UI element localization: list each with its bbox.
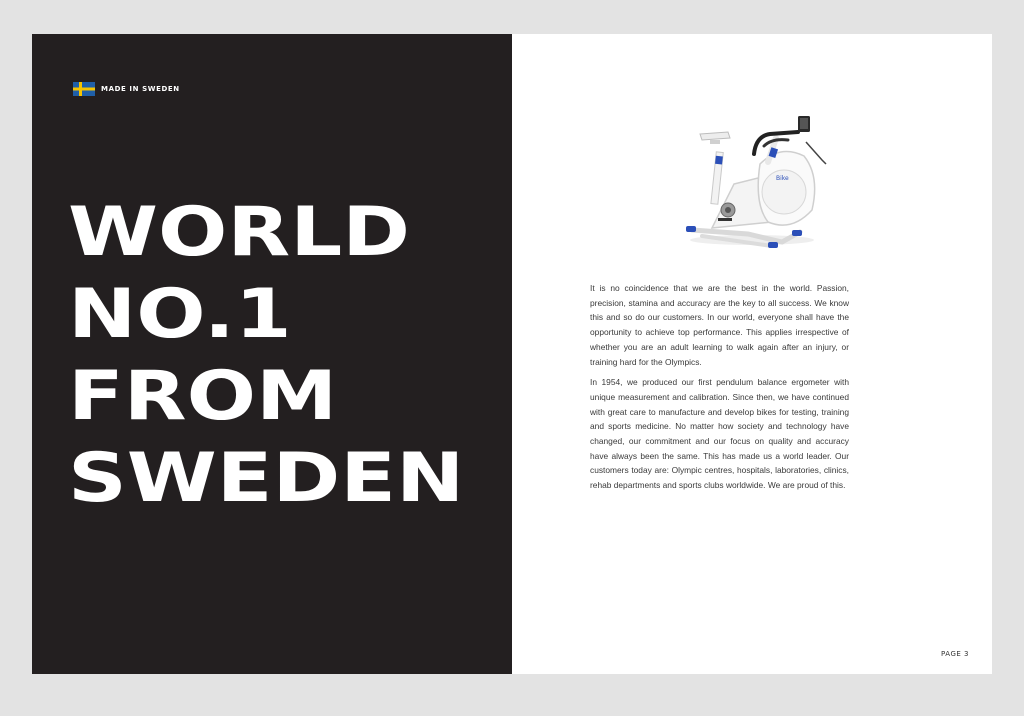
headline-line-1: WORLD	[68, 193, 410, 272]
headline-line-4: SWEDEN	[68, 439, 465, 518]
headline-line-2: NO.1	[68, 275, 292, 354]
exercise-bike-image	[672, 114, 832, 254]
left-page	[32, 34, 512, 674]
svg-text:Bike: Bike	[776, 175, 789, 182]
headline	[68, 192, 584, 520]
badge-text: MADE IN SWEDEN	[101, 85, 180, 93]
made-in-sweden-badge	[73, 82, 180, 96]
page-number: PAGE 3	[941, 650, 969, 658]
sweden-flag-icon	[73, 82, 95, 96]
paragraph-1: It is no coincidence that we are the best in the world. Passion, precision, stamina and accuracy are the key to all success. We know this and so do our customers. In our world, everyone shall have the opportunity to achieve top performance. This applies irrespective of whether you are an adult learning to walk again after an injury, or training hard for the Olympics.	[590, 283, 849, 367]
headline-line-3: FROM	[68, 357, 338, 436]
paragraph-2: In 1954, we produced our first pendulum balance ergometer with unique measurement and calibration. Since then, we have continued with great care to manufacture and develop bikes for testing, training and sports medicine. No matter how society and technology have changed, our commitment and our focus on quality and accuracy have always been the same. This has made us a world leader. Our customers today are: Olympic centres, hospitals, laboratories, clinics, rehab departments and sports clubs worldwide. We are proud of this.	[590, 377, 849, 491]
body-text	[590, 281, 849, 499]
